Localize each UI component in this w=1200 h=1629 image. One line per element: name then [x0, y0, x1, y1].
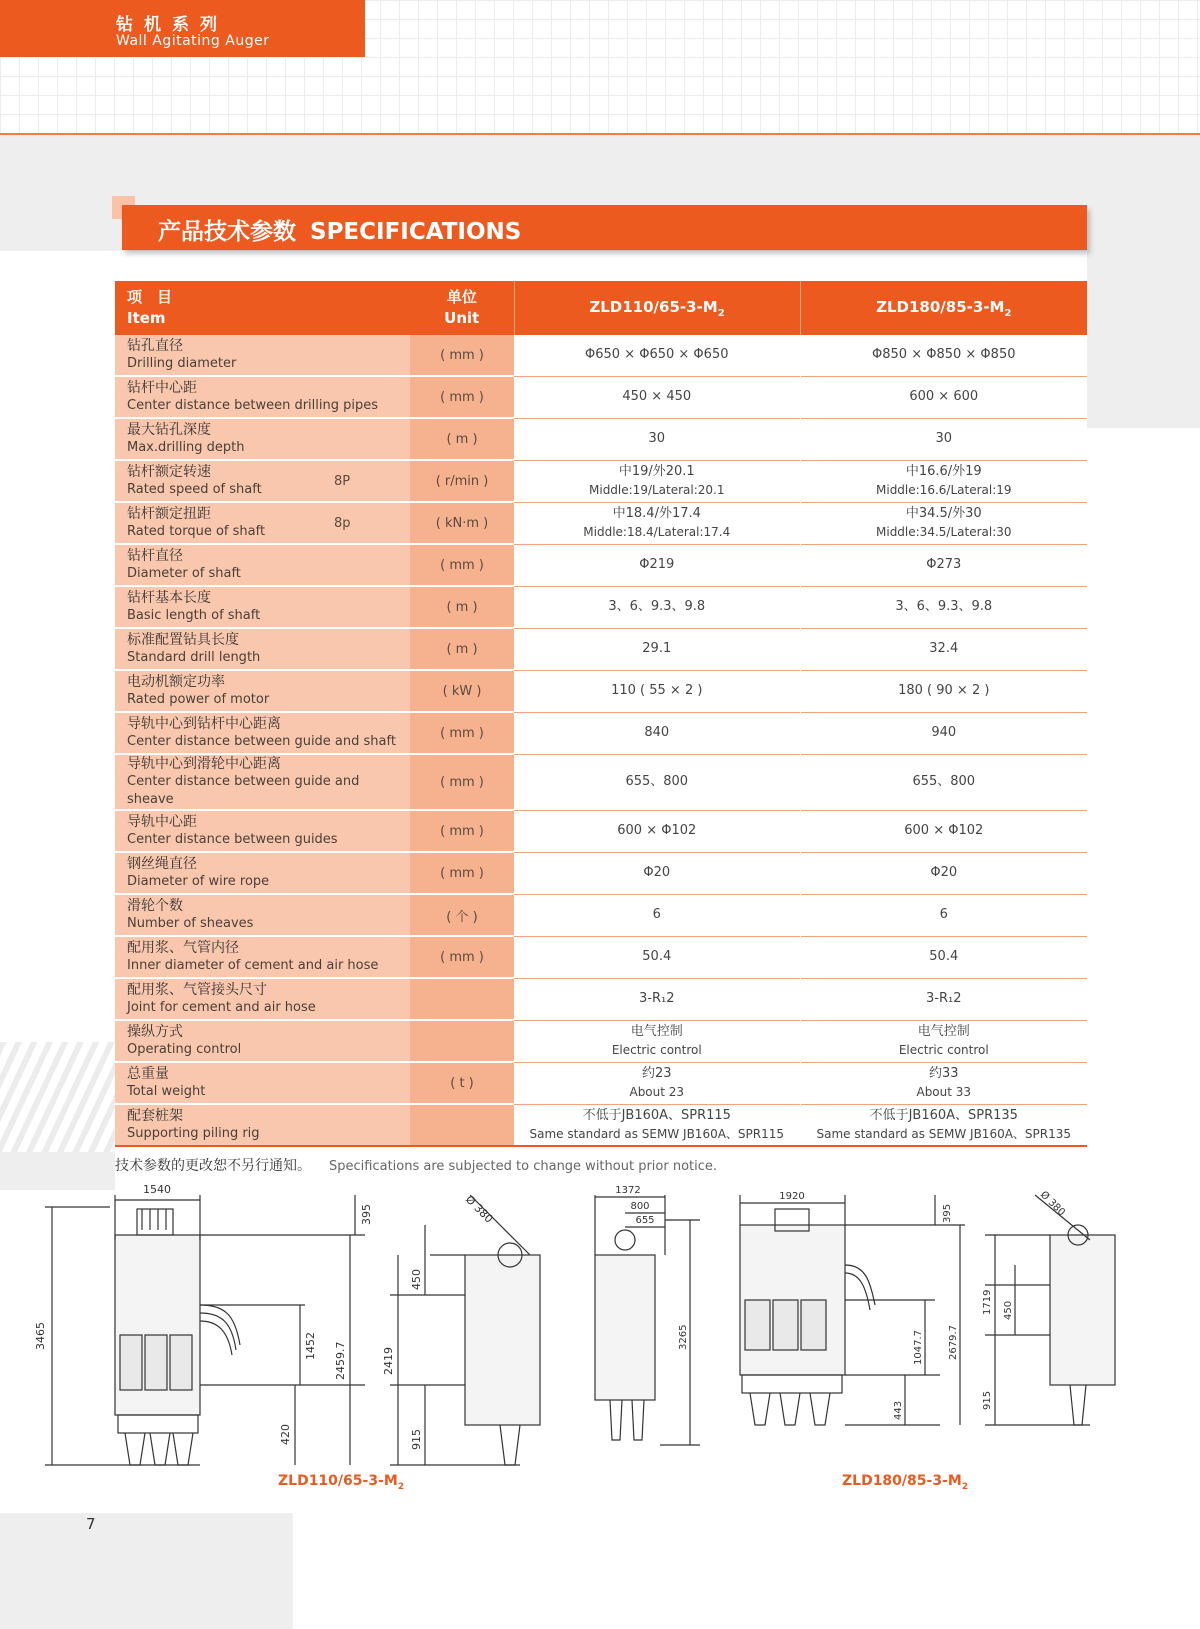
- row-label-en: Standard drill length: [127, 650, 261, 665]
- row-unit: ( mm ): [410, 936, 514, 978]
- row-label-en: Center distance between drilling pipes: [127, 398, 379, 413]
- series-title-cn: 钻机系列: [116, 15, 228, 35]
- table-row: [115, 978, 1087, 1020]
- value-b-secondary: Middle:34.5/Lateral:30: [876, 525, 1012, 539]
- value-a-secondary: About 23: [629, 1085, 685, 1099]
- row-label-en: Center distance between guides: [127, 832, 338, 847]
- table-row: [115, 810, 1087, 852]
- row-label-en: Rated speed of shaft: [127, 482, 262, 497]
- table-row: [115, 628, 1087, 670]
- row-label: [115, 810, 410, 852]
- dim-b-1047: 1047.7: [913, 1330, 924, 1365]
- series-title-en: Wall Agitating Auger: [116, 33, 270, 49]
- caption-model-a: [278, 1473, 404, 1492]
- technical-drawings: [0, 1183, 1200, 1485]
- table-body: [115, 335, 1087, 1146]
- row-value-model-a: [514, 418, 800, 460]
- value-a-primary: 约23: [641, 1066, 672, 1081]
- value-b-primary: 655、800: [912, 774, 976, 789]
- caption-a-text: ZLD110/65-3-M: [278, 1473, 398, 1489]
- row-unit: ( kN·m ): [410, 502, 514, 544]
- row-value-model-b: [800, 586, 1087, 628]
- model-a-name: ZLD110/65-3-M: [589, 297, 718, 316]
- value-a-primary: 450 × 450: [622, 389, 692, 404]
- table-row: [115, 460, 1087, 502]
- row-label-cn: 滑轮个数: [127, 898, 183, 914]
- row-label-en: Max.drilling depth: [127, 440, 245, 455]
- row-value-model-a: [514, 460, 800, 502]
- value-a-primary: 29.1: [642, 641, 672, 656]
- row-unit: ( mm ): [410, 810, 514, 852]
- model-a-subscript: 2: [717, 307, 725, 319]
- row-label: [115, 586, 410, 628]
- row-unit: ( mm ): [410, 754, 514, 810]
- row-value-model-b: [800, 335, 1087, 376]
- dim-b-915: 915: [982, 1390, 993, 1410]
- dim-a-450: 450: [410, 1269, 423, 1290]
- row-label-cn: 最大钻孔深度: [127, 422, 211, 438]
- row-unit: ( mm ): [410, 852, 514, 894]
- model-b-subscript: 2: [1004, 307, 1012, 319]
- dim-a-420: 420: [279, 1424, 292, 1445]
- specifications-table: [115, 281, 1087, 1147]
- value-b-primary: 600 × Φ102: [904, 823, 984, 838]
- row-label-en: Inner diameter of cement and air hose: [127, 958, 379, 973]
- row-label-cn: 导轨中心到钻杆中心距离: [127, 716, 281, 732]
- dim-b-2679: 2679.7: [948, 1325, 959, 1360]
- dim-b-1920: 1920: [779, 1191, 805, 1202]
- value-a-primary: 840: [644, 725, 670, 740]
- row-label: [115, 936, 410, 978]
- value-b-primary: 6: [939, 907, 948, 922]
- header-unit-en: Unit: [444, 309, 480, 327]
- header-item: [115, 281, 410, 335]
- value-a-secondary: Middle:19/Lateral:20.1: [589, 483, 725, 497]
- table-row: [115, 335, 1087, 376]
- row-value-model-a: [514, 502, 800, 544]
- notice-cn: 技术参数的更改恕不另行通知。: [115, 1158, 311, 1174]
- row-value-model-a: [514, 978, 800, 1020]
- table-row: [115, 936, 1087, 978]
- dim-b-655: 655: [635, 1215, 655, 1226]
- row-note: 8P: [334, 460, 410, 502]
- row-label: [115, 544, 410, 586]
- row-value-model-b: [800, 376, 1087, 418]
- row-unit: ( mm ): [410, 712, 514, 754]
- table-row: [115, 376, 1087, 418]
- section-title-bar: [122, 205, 1087, 250]
- table-row: [115, 544, 1087, 586]
- row-value-model-b: [800, 628, 1087, 670]
- dim-a-sheave: Ø 380: [462, 1192, 496, 1226]
- row-label-cn: 配套桩架: [127, 1108, 183, 1124]
- row-label: [115, 502, 334, 544]
- row-unit: ( m ): [410, 628, 514, 670]
- bg-band-left-mid: [0, 1152, 115, 1190]
- bg-band-bottom: [0, 1513, 293, 1629]
- value-a-primary: 3-R₁2: [639, 991, 675, 1006]
- header-unit: [410, 281, 514, 335]
- row-unit: ( t ): [410, 1062, 514, 1104]
- dim-b-1372: 1372: [615, 1185, 641, 1196]
- row-value-model-b: [800, 460, 1087, 502]
- value-a-primary: 110 ( 55 × 2 ): [611, 683, 703, 698]
- value-a-primary: 655、800: [625, 774, 689, 789]
- row-value-model-a: [514, 670, 800, 712]
- drawing-b-front: [740, 1195, 965, 1425]
- row-value-model-b: [800, 418, 1087, 460]
- value-b-primary: 3-R₁2: [926, 991, 962, 1006]
- row-label: [115, 628, 410, 670]
- row-value-model-b: [800, 754, 1087, 810]
- dim-a-2459: 2459.7: [334, 1341, 347, 1380]
- table-row: [115, 502, 1087, 544]
- row-label-en: Rated power of motor: [127, 692, 270, 707]
- row-label-cn: 钻杆中心距: [127, 380, 197, 396]
- row-label-en: Total weight: [127, 1084, 206, 1099]
- table-row: [115, 418, 1087, 460]
- row-label-cn: 配用浆、气管接头尺寸: [127, 982, 267, 998]
- dim-b-sheave: Ø 380: [1037, 1189, 1067, 1219]
- row-label: [115, 1062, 410, 1104]
- row-value-model-a: [514, 936, 800, 978]
- value-a-primary: 中19/外20.1: [618, 464, 695, 479]
- dim-a-2419: 2419: [382, 1347, 395, 1375]
- value-a-primary: Φ20: [643, 865, 671, 880]
- value-b-primary: 3、6、9.3、9.8: [895, 599, 993, 614]
- drawing-a-side: [390, 1192, 540, 1465]
- value-a-primary: 50.4: [642, 949, 672, 964]
- dim-a-1452: 1452: [304, 1332, 317, 1360]
- row-value-model-a: [514, 335, 800, 376]
- value-b-primary: 不低于JB160A、SPR135: [869, 1107, 1018, 1123]
- model-b-name: ZLD180/85-3-M: [876, 297, 1005, 316]
- header-model-a: [514, 281, 800, 335]
- header-unit-cn: 单位: [446, 288, 477, 306]
- row-value-model-a: [514, 1062, 800, 1104]
- value-b-primary: 180 ( 90 × 2 ): [898, 683, 990, 698]
- row-label-cn: 标准配置钻具长度: [127, 632, 239, 648]
- row-value-model-b: [800, 712, 1087, 754]
- row-label: [115, 376, 410, 418]
- row-value-model-b: [800, 810, 1087, 852]
- value-b-primary: 30: [935, 431, 953, 446]
- row-label-en: Center distance between guide and shaft: [127, 734, 396, 749]
- value-b-secondary: Middle:16.6/Lateral:19: [876, 483, 1012, 497]
- row-value-model-b: [800, 670, 1087, 712]
- table-row: [115, 852, 1087, 894]
- row-value-model-a: [514, 754, 800, 810]
- table-row: [115, 754, 1087, 810]
- value-a-primary: Φ219: [639, 557, 675, 572]
- section-title-en: SPECIFICATIONS: [310, 219, 522, 245]
- value-a-primary: 3、6、9.3、9.8: [608, 599, 706, 614]
- row-value-model-b: [800, 1020, 1087, 1062]
- value-b-primary: 电气控制: [917, 1024, 970, 1039]
- header-model-b: [800, 281, 1087, 335]
- value-a-primary: 6: [652, 907, 661, 922]
- value-a-primary: 600 × Φ102: [617, 823, 697, 838]
- row-label: [115, 754, 410, 810]
- dim-a-width: 1540: [143, 1183, 171, 1196]
- caption-model-b: [842, 1473, 968, 1492]
- value-b-primary: 32.4: [929, 641, 959, 656]
- table-row: [115, 712, 1087, 754]
- row-unit: ( mm ): [410, 376, 514, 418]
- section-title-cn: 产品技术参数: [158, 219, 296, 245]
- caption-b-text: ZLD180/85-3-M: [842, 1473, 962, 1489]
- row-value-model-a: [514, 1020, 800, 1062]
- row-label: [115, 670, 410, 712]
- row-label: [115, 712, 410, 754]
- series-header: [0, 0, 365, 57]
- value-a-secondary: Middle:18.4/Lateral:17.4: [583, 525, 731, 539]
- value-a-primary: 30: [648, 431, 666, 446]
- bg-band-right: [1087, 251, 1200, 428]
- value-a-secondary: Same standard as SEMW JB160A、SPR115: [529, 1126, 785, 1141]
- row-label-en: Operating control: [127, 1042, 242, 1057]
- row-value-model-a: [514, 586, 800, 628]
- drawing-a-front: [45, 1195, 365, 1465]
- row-label-en: Diameter of wire rope: [127, 874, 270, 889]
- dim-b-395: 395: [942, 1203, 953, 1223]
- dim-b-443: 443: [893, 1400, 904, 1420]
- value-b-secondary: About 33: [916, 1085, 972, 1099]
- row-label: [115, 335, 410, 376]
- row-value-model-a: [514, 1104, 800, 1146]
- row-label: [115, 1104, 410, 1146]
- row-label: [115, 418, 410, 460]
- value-a-primary: Φ650 × Φ650 × Φ650: [585, 347, 729, 363]
- dim-b-3265: 3265: [678, 1324, 689, 1350]
- value-b-secondary: Same standard as SEMW JB160A、SPR135: [816, 1126, 1072, 1141]
- section-title: [158, 213, 521, 246]
- row-label: [115, 1020, 410, 1062]
- row-label-en: Basic length of shaft: [127, 608, 261, 623]
- table-header-row: [115, 281, 1087, 335]
- row-unit: ( 个 ): [410, 894, 514, 936]
- row-label: [115, 852, 410, 894]
- row-label-cn: 钻杆直径: [127, 548, 183, 564]
- value-b-primary: 中16.6/外19: [905, 464, 982, 479]
- value-b-primary: 中34.5/外30: [905, 506, 982, 521]
- caption-b-subscript: 2: [961, 1481, 969, 1492]
- value-b-primary: 50.4: [929, 949, 959, 964]
- value-b-primary: Φ850 × Φ850 × Φ850: [872, 347, 1016, 363]
- value-a-primary: 中18.4/外17.4: [612, 506, 701, 521]
- row-label-cn: 电动机额定功率: [127, 674, 225, 690]
- row-label-cn: 配用浆、气管内径: [127, 940, 239, 956]
- dim-b-1719: 1719: [982, 1289, 993, 1315]
- table-row: [115, 1020, 1087, 1062]
- row-value-model-b: [800, 936, 1087, 978]
- value-b-primary: Φ20: [930, 865, 958, 880]
- header-item-cn: 项 目: [127, 288, 173, 306]
- row-value-model-b: [800, 978, 1087, 1020]
- row-value-model-b: [800, 852, 1087, 894]
- row-note: 8p: [334, 502, 410, 544]
- dim-a-915: 915: [410, 1429, 423, 1450]
- row-value-model-b: [800, 1062, 1087, 1104]
- row-label-en: Center distance between guide and sheave: [127, 774, 360, 807]
- dim-a-top: 395: [360, 1204, 373, 1225]
- value-b-primary: 940: [931, 725, 957, 740]
- value-b-primary: 约33: [928, 1066, 959, 1081]
- row-unit: [410, 1104, 514, 1146]
- table-row: [115, 586, 1087, 628]
- page-number: 7: [86, 1515, 96, 1533]
- row-unit: ( mm ): [410, 335, 514, 376]
- table-row: [115, 1062, 1087, 1104]
- header-item-en: Item: [127, 309, 166, 327]
- table-row: [115, 1104, 1087, 1146]
- row-label-cn: 钻杆额定转速: [127, 464, 211, 480]
- row-label-cn: 导轨中心到滑轮中心距离: [127, 756, 281, 772]
- row-label-en: Drilling diameter: [127, 356, 237, 371]
- row-value-model-a: [514, 810, 800, 852]
- dim-a-height: 3465: [34, 1322, 47, 1350]
- drawing-b-side: [595, 1195, 700, 1445]
- row-label-en: Joint for cement and air hose: [127, 1000, 316, 1015]
- row-label-cn: 钻孔直径: [127, 338, 183, 354]
- value-b-secondary: Electric control: [898, 1043, 989, 1057]
- value-a-primary: 不低于JB160A、SPR115: [582, 1107, 731, 1123]
- row-unit: [410, 978, 514, 1020]
- caption-a-subscript: 2: [397, 1481, 405, 1492]
- row-value-model-a: [514, 544, 800, 586]
- row-label-en: Diameter of shaft: [127, 566, 241, 581]
- row-label-cn: 钢丝绳直径: [127, 856, 197, 872]
- row-label-cn: 钻杆额定扭距: [127, 506, 211, 522]
- row-value-model-b: [800, 1104, 1087, 1146]
- row-unit: ( kW ): [410, 670, 514, 712]
- row-unit: ( m ): [410, 586, 514, 628]
- row-unit: ( r/min ): [410, 460, 514, 502]
- value-b-primary: 600 × 600: [909, 389, 979, 404]
- dim-b-800: 800: [630, 1201, 650, 1212]
- row-label: [115, 460, 334, 502]
- notice-en: Specifications are subjected to change without prior notice.: [329, 1159, 718, 1174]
- row-unit: ( m ): [410, 418, 514, 460]
- table-row: [115, 670, 1087, 712]
- row-unit: [410, 1020, 514, 1062]
- row-value-model-b: [800, 544, 1087, 586]
- row-label: [115, 894, 410, 936]
- row-unit: ( mm ): [410, 544, 514, 586]
- row-label-en: Rated torque of shaft: [127, 524, 266, 539]
- row-value-model-b: [800, 894, 1087, 936]
- row-value-model-b: [800, 502, 1087, 544]
- value-b-primary: Φ273: [926, 557, 962, 572]
- value-a-primary: 电气控制: [630, 1024, 683, 1039]
- value-a-secondary: Electric control: [611, 1043, 702, 1057]
- change-notice: [115, 1155, 717, 1175]
- row-label-cn: 操纵方式: [127, 1024, 183, 1040]
- row-label-cn: 导轨中心距: [127, 814, 197, 830]
- row-label-cn: 钻杆基本长度: [127, 590, 211, 606]
- dim-b-450: 450: [1003, 1300, 1014, 1320]
- row-value-model-a: [514, 712, 800, 754]
- row-value-model-a: [514, 376, 800, 418]
- row-value-model-a: [514, 894, 800, 936]
- row-value-model-a: [514, 852, 800, 894]
- row-label-en: Supporting piling rig: [127, 1126, 260, 1141]
- row-label-cn: 总重量: [127, 1066, 169, 1082]
- decorative-stripes: [0, 1042, 115, 1152]
- row-value-model-a: [514, 628, 800, 670]
- row-label-en: Number of sheaves: [127, 916, 254, 931]
- row-label: [115, 978, 410, 1020]
- table-row: [115, 894, 1087, 936]
